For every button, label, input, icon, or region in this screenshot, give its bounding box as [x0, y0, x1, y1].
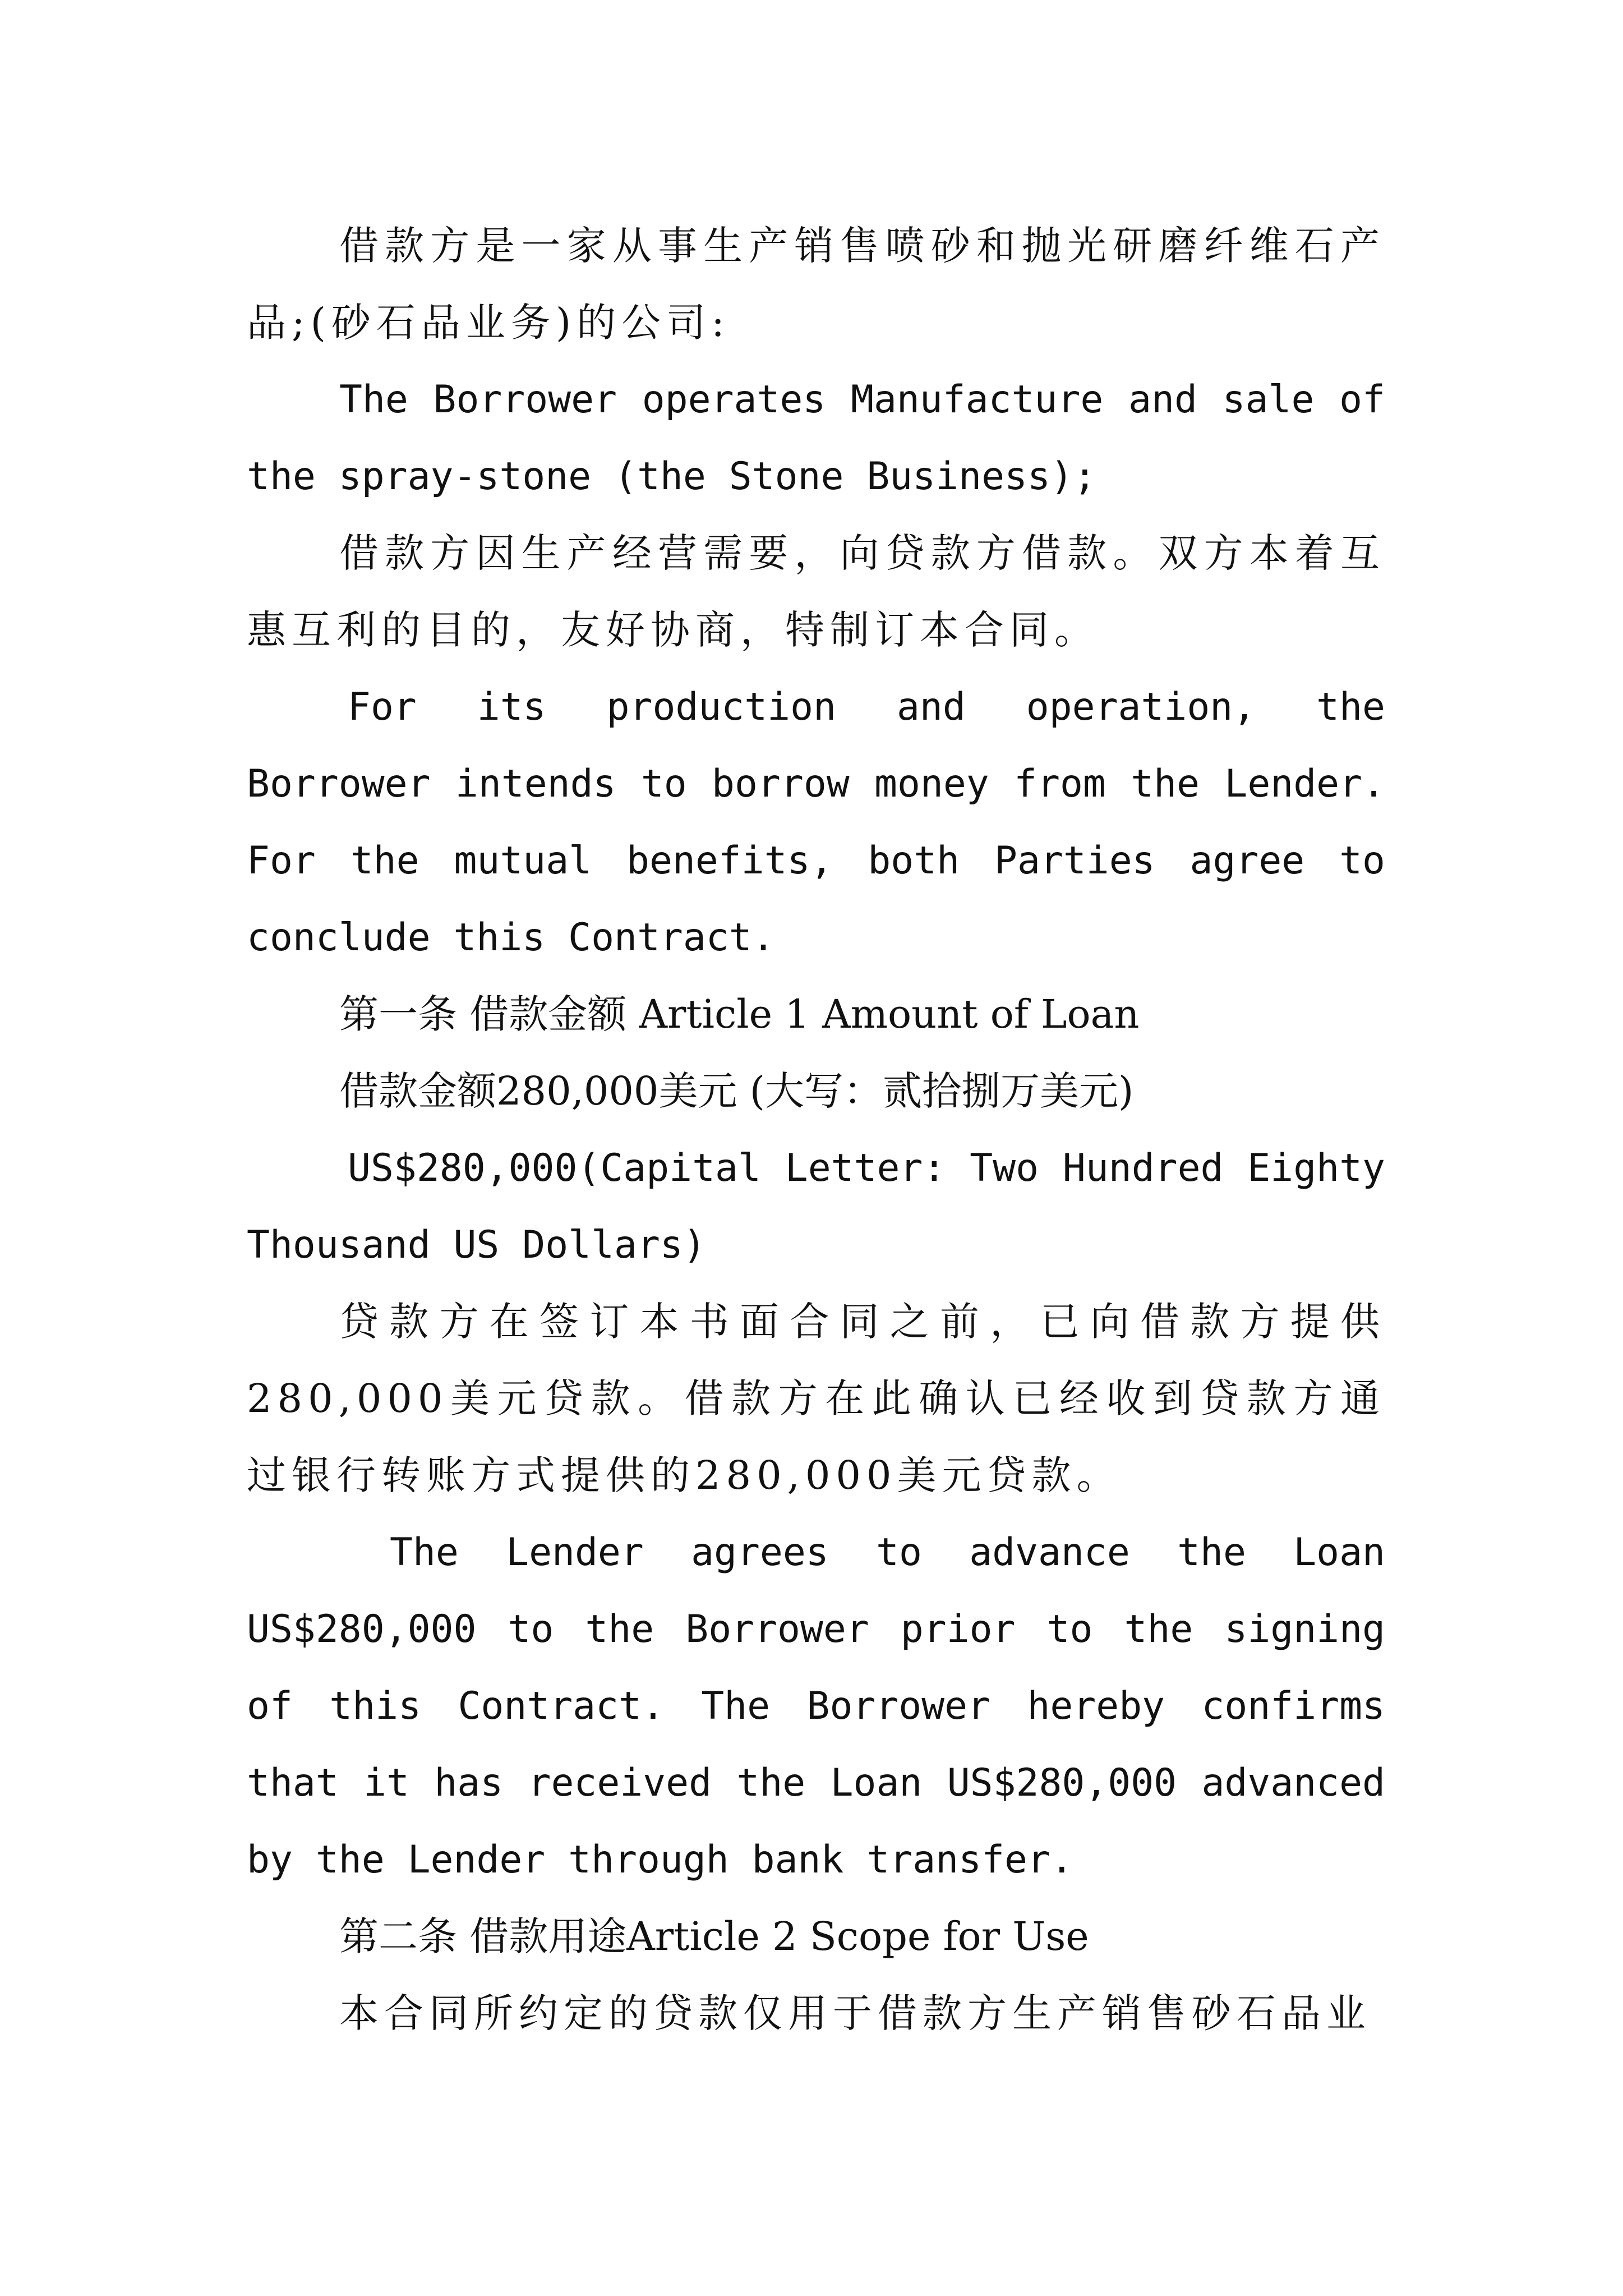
loan-amount-zh: 借款金额280,000美元 (大写：贰拾捌万美元): [339, 1068, 1134, 1114]
paragraph-loan-purpose-en: For its production and operation, the Borrower intends to borrow money from the Lender. For the mutual benefits, both Parties agree to conclude this Contract.: [247, 685, 1385, 960]
article-2-heading: 第二条 借款用途Article 2 Scope for Use: [339, 1913, 1089, 1959]
loan-amount-en: US$280,000(Capital Letter: Two Hundred Eighty Thousand US Dollars): [247, 1146, 1385, 1267]
paragraph-borrower-business-zh: 借款方是一家从事生产销售喷砂和抛光研磨纤维石产品;(砂石品业务)的公司:: [247, 223, 1385, 346]
paragraph-loan-advance-en: The Lender agrees to advance the Loan US$280,000 to the Borrower prior to the signing of this Contract. The Borrower hereby confirms that it has received the Loan US$280,000 advanced by the Lender through bank transfer.: [247, 1530, 1385, 1882]
document-body: [247, 208, 1385, 2052]
paragraph-scope-use-zh: 本合同所约定的贷款仅用于借款方生产销售砂石品业: [339, 1990, 1371, 2036]
article-1-heading: 第一条 借款金额 Article 1 Amount of Loan: [339, 991, 1140, 1037]
paragraph-loan-purpose-zh: 借款方因生产经营需要，向贷款方借款。双方本着互惠互利的目的，友好协商，特制订本合同。: [247, 530, 1385, 653]
paragraph-loan-advance-zh: 贷款方在签订本书面合同之前，已向借款方提供280,000美元贷款。借款方在此确认已经收到贷款方通过银行转账方式提供的280,000美元贷款。: [247, 1299, 1385, 1498]
paragraph-borrower-business-en: The Borrower operates Manufacture and sale of the spray-stone (the Stone Business);: [247, 378, 1385, 499]
